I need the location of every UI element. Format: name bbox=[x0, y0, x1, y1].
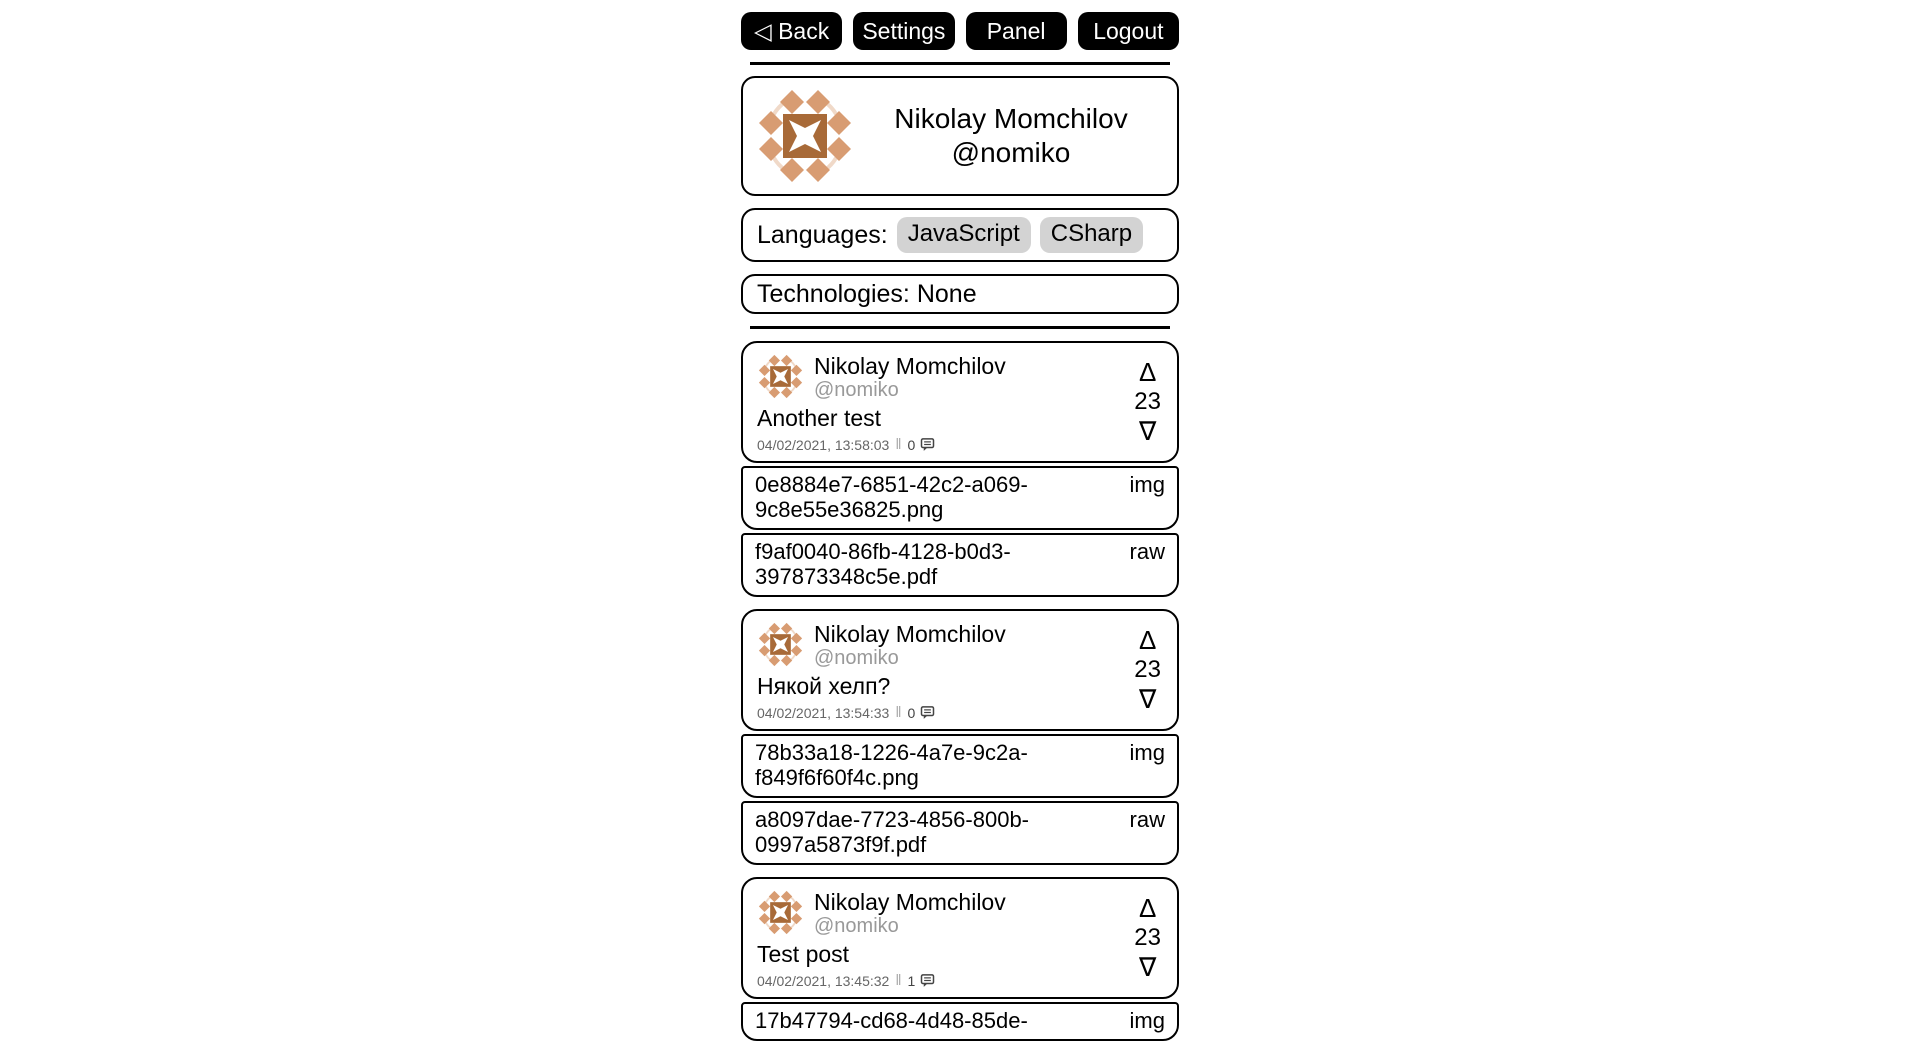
technologies-card bbox=[741, 274, 1179, 314]
profile-names bbox=[855, 102, 1167, 170]
post-title: Another test bbox=[757, 405, 882, 431]
post-handle: @nomiko bbox=[814, 379, 899, 401]
post-meta bbox=[757, 704, 1163, 721]
vote-score: 23 bbox=[1134, 924, 1161, 951]
post-handle: @nomiko bbox=[814, 915, 899, 937]
attachment-type: img bbox=[1129, 472, 1165, 497]
upvote-button[interactable]: Δ bbox=[1138, 893, 1157, 923]
language-tag-csharp: CSharp bbox=[1040, 217, 1143, 253]
attachment-row[interactable] bbox=[741, 533, 1179, 597]
attachment-row[interactable] bbox=[741, 734, 1179, 798]
upvote-button[interactable]: Δ bbox=[1138, 357, 1157, 387]
profile-avatar-icon bbox=[755, 86, 855, 186]
post-author-block bbox=[814, 353, 1006, 402]
post-meta bbox=[757, 436, 1163, 453]
technologies-label: Technologies: None bbox=[757, 279, 977, 308]
vote-score: 23 bbox=[1134, 656, 1161, 683]
profile-name: Nikolay Momchilov bbox=[894, 103, 1128, 134]
divider bbox=[750, 62, 1170, 65]
languages-card bbox=[741, 208, 1179, 262]
post-meta bbox=[757, 972, 1163, 989]
attachment-filename: a8097dae-7723-4856-800b-0997a5873f9f.pdf bbox=[755, 807, 1030, 857]
post-header bbox=[757, 621, 1163, 670]
post-date: 04/02/2021, 13:54:33 bbox=[757, 704, 890, 721]
attachment-row[interactable] bbox=[741, 801, 1179, 865]
post-handle: @nomiko bbox=[814, 647, 899, 669]
attachment-type: raw bbox=[1129, 807, 1165, 832]
post-avatar-icon bbox=[757, 621, 804, 668]
meta-separator: ‖ bbox=[895, 972, 902, 989]
post-author: Nikolay Momchilov bbox=[814, 621, 1006, 647]
post-author-block bbox=[814, 889, 1006, 938]
attachment-row[interactable] bbox=[741, 466, 1179, 530]
meta-separator: ‖ bbox=[895, 436, 902, 453]
comment-count: 0 bbox=[907, 704, 916, 721]
back-label: Back bbox=[778, 18, 830, 44]
attachment-row[interactable] bbox=[741, 1002, 1179, 1041]
post-avatar-icon bbox=[757, 353, 804, 400]
attachment-filename: 0e8884e7-6851-42c2-a069-9c8e55e36825.png bbox=[755, 472, 1028, 522]
downvote-button[interactable]: ∇ bbox=[1138, 416, 1157, 446]
content-column bbox=[741, 0, 1179, 1041]
vote-score: 23 bbox=[1134, 388, 1161, 415]
comment-count: 0 bbox=[907, 436, 916, 453]
toolbar bbox=[741, 12, 1179, 50]
attachment-type: img bbox=[1129, 1008, 1165, 1033]
comment-count: 1 bbox=[907, 972, 916, 989]
upvote-button[interactable]: Δ bbox=[1138, 625, 1157, 655]
downvote-button[interactable]: ∇ bbox=[1138, 952, 1157, 982]
post-avatar-icon bbox=[757, 889, 804, 936]
post-card[interactable] bbox=[741, 609, 1179, 731]
back-button[interactable] bbox=[741, 12, 842, 50]
settings-button[interactable]: Settings bbox=[853, 12, 954, 50]
vote-column bbox=[1134, 343, 1161, 461]
vote-column bbox=[1134, 879, 1161, 997]
comment-icon bbox=[920, 705, 935, 720]
language-tag-javascript: JavaScript bbox=[897, 217, 1031, 253]
post-title: Test post bbox=[757, 941, 850, 967]
post-card[interactable] bbox=[741, 877, 1179, 999]
post-header bbox=[757, 353, 1163, 402]
post-date: 04/02/2021, 13:58:03 bbox=[757, 436, 890, 453]
profile-handle: @nomiko bbox=[951, 137, 1071, 168]
post-group bbox=[741, 877, 1179, 1041]
post-author-block bbox=[814, 621, 1006, 670]
post-group bbox=[741, 609, 1179, 865]
logout-button[interactable]: Logout bbox=[1078, 12, 1179, 50]
attachment-type: img bbox=[1129, 740, 1165, 765]
comment-icon bbox=[920, 973, 935, 988]
post-author: Nikolay Momchilov bbox=[814, 353, 1006, 379]
post-header bbox=[757, 889, 1163, 938]
divider bbox=[750, 326, 1170, 329]
languages-label: Languages: bbox=[757, 220, 888, 249]
post-card[interactable] bbox=[741, 341, 1179, 463]
comment-icon bbox=[920, 437, 935, 452]
profile-card bbox=[741, 76, 1179, 196]
attachment-filename: 17b47794-cd68-4d48-85de- bbox=[755, 1008, 1028, 1033]
panel-button[interactable]: Panel bbox=[966, 12, 1067, 50]
post-group bbox=[741, 341, 1179, 597]
downvote-button[interactable]: ∇ bbox=[1138, 684, 1157, 714]
vote-column bbox=[1134, 611, 1161, 729]
attachment-filename: 78b33a18-1226-4a7e-9c2a-f849f6f60f4c.png bbox=[755, 740, 1028, 790]
post-author: Nikolay Momchilov bbox=[814, 889, 1006, 915]
back-icon: ◁ bbox=[754, 18, 772, 44]
post-date: 04/02/2021, 13:45:32 bbox=[757, 972, 890, 989]
meta-separator: ‖ bbox=[895, 704, 902, 721]
post-title: Някой хелп? bbox=[757, 673, 891, 699]
attachment-type: raw bbox=[1129, 539, 1165, 564]
attachment-filename: f9af0040-86fb-4128-b0d3-397873348c5e.pdf bbox=[755, 539, 1011, 589]
